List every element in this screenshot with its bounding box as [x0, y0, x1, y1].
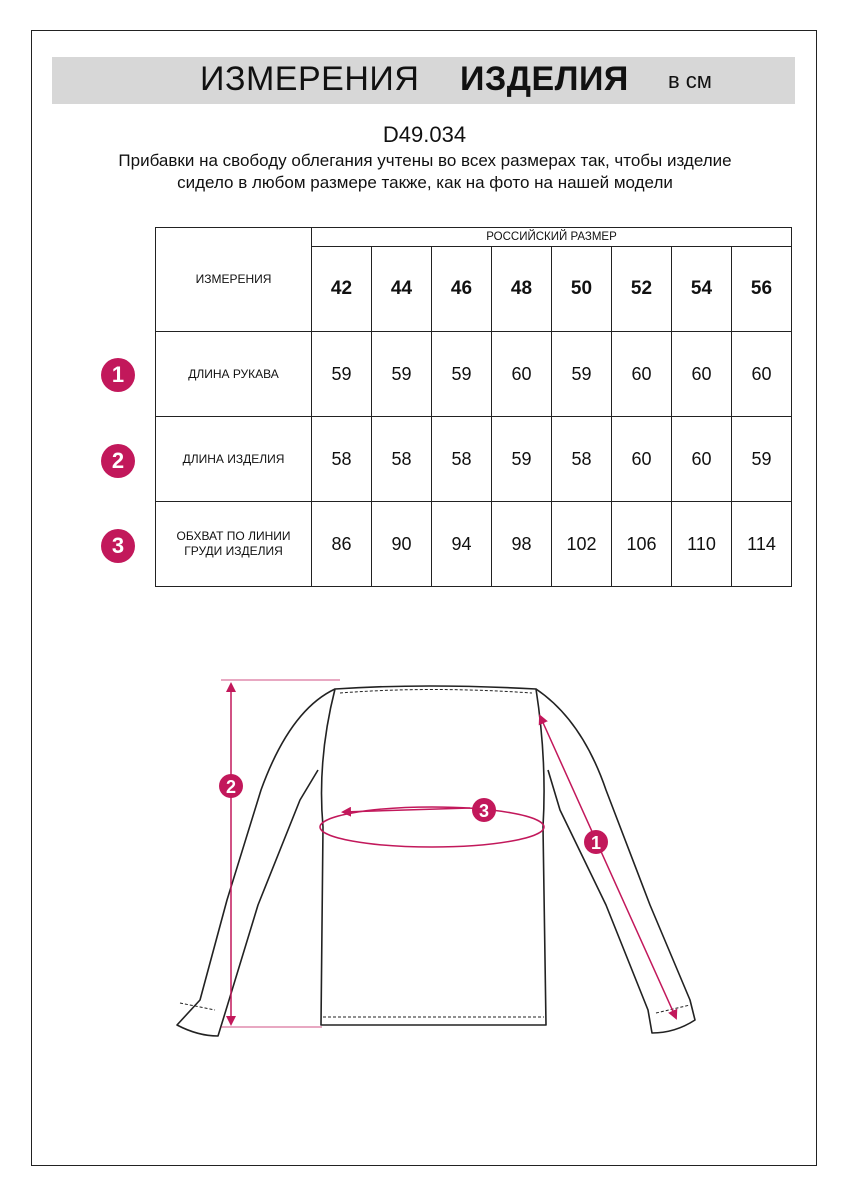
chest-girth-arrow [343, 808, 470, 812]
marker-2-badge: 2 [101, 444, 135, 478]
sweater-body-outline [321, 686, 546, 1025]
value-cell: 90 [372, 502, 432, 587]
value-cell: 60 [612, 332, 672, 417]
measure-header: ИЗМЕРЕНИЯ [156, 228, 312, 332]
value-cell: 59 [732, 417, 792, 502]
value-cell: 106 [612, 502, 672, 587]
value-cell: 60 [672, 417, 732, 502]
header-unit: в см [668, 68, 712, 93]
size-cell: 44 [372, 247, 432, 332]
size-cell: 54 [672, 247, 732, 332]
size-cell: 52 [612, 247, 672, 332]
chest-girth-marker-label: 3 [478, 801, 490, 821]
sweater-outline [177, 686, 695, 1036]
left-cuff-seam [180, 1003, 215, 1010]
row-label: ОБХВАТ ПО ЛИНИИ ГРУДИ ИЗДЕЛИЯ [156, 502, 312, 587]
value-cell: 60 [732, 332, 792, 417]
neckline-seam [340, 690, 532, 694]
length-marker-label: 2 [225, 777, 237, 797]
header-title-measurements: ИЗМЕРЕНИЯ [200, 60, 420, 98]
size-group-header: РОССИЙСКИЙ РАЗМЕР [312, 228, 792, 247]
header-title-garment: ИЗДЕЛИЯ [460, 60, 629, 98]
value-cell: 86 [312, 502, 372, 587]
value-cell: 110 [672, 502, 732, 587]
value-cell: 60 [612, 417, 672, 502]
right-sleeve-outline [536, 689, 695, 1033]
size-cell: 50 [552, 247, 612, 332]
row-label: ДЛИНА РУКАВА [156, 332, 312, 417]
value-cell: 59 [432, 332, 492, 417]
fit-note: Прибавки на свободу облегания учтены во всех размерах так, чтобы изделие сидело в любом размере также, как на фото на нашей модели [118, 151, 732, 192]
size-cell: 42 [312, 247, 372, 332]
value-cell: 60 [672, 332, 732, 417]
value-cell: 59 [312, 332, 372, 417]
article-number: D49.034 [382, 122, 467, 147]
value-cell: 60 [492, 332, 552, 417]
left-sleeve-outline [177, 689, 335, 1036]
sleeve-length-marker-label: 1 [590, 833, 602, 853]
value-cell: 58 [432, 417, 492, 502]
value-cell: 98 [492, 502, 552, 587]
value-cell: 58 [372, 417, 432, 502]
value-cell: 114 [732, 502, 792, 587]
chest-girth-ellipse [320, 807, 544, 847]
size-cell: 56 [732, 247, 792, 332]
value-cell: 58 [552, 417, 612, 502]
marker-1-badge: 1 [101, 358, 135, 392]
value-cell: 58 [312, 417, 372, 502]
size-cell: 48 [492, 247, 552, 332]
value-cell: 59 [372, 332, 432, 417]
marker-3-badge: 3 [101, 529, 135, 563]
value-cell: 102 [552, 502, 612, 587]
value-cell: 94 [432, 502, 492, 587]
value-cell: 59 [492, 417, 552, 502]
row-label: ДЛИНА ИЗДЕЛИЯ [156, 417, 312, 502]
sleeve-length-arrow [540, 716, 676, 1018]
value-cell: 59 [552, 332, 612, 417]
size-cell: 46 [432, 247, 492, 332]
